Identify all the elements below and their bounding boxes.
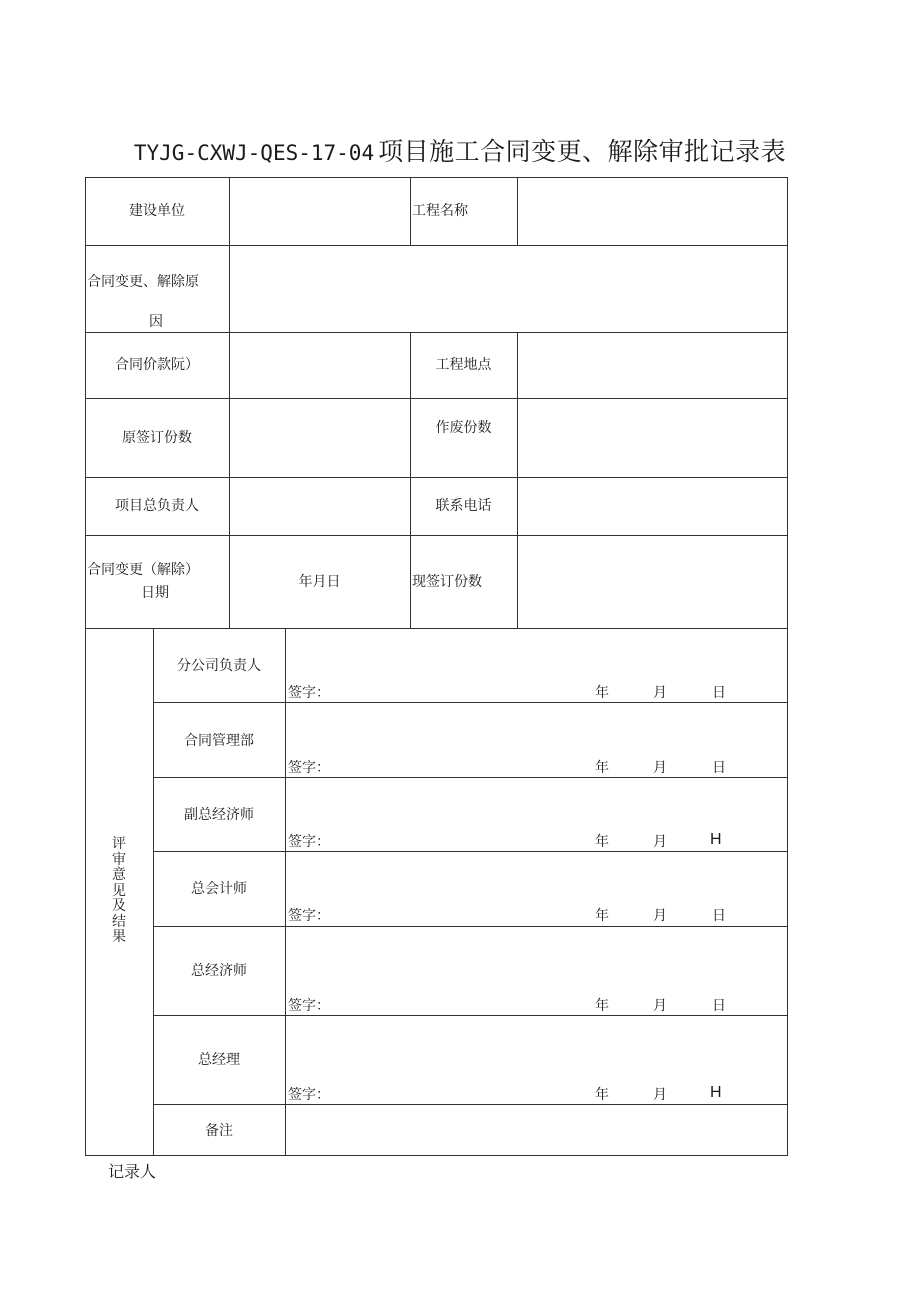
row-line: [153, 926, 788, 927]
label-void-copies: 作废份数: [435, 420, 492, 436]
review-role-deputy-chief-economist: 副总经济师: [184, 807, 254, 823]
col-line: [517, 332, 518, 629]
row-line: [85, 398, 788, 399]
row-line: [85, 245, 788, 246]
sign-label: 签字：: [288, 685, 330, 701]
sign-label: 签字：: [288, 834, 330, 850]
vertical-char: 评: [112, 836, 126, 852]
table-border-left: [85, 177, 86, 1156]
table-border-right: [787, 177, 788, 1156]
month-label: 月: [653, 1087, 667, 1103]
row-line: [85, 477, 788, 478]
day-label: 日: [712, 998, 726, 1014]
row-line: [85, 628, 788, 629]
table-border-top: [85, 177, 788, 178]
row-line: [153, 851, 788, 852]
sign-label: 签字：: [288, 760, 330, 776]
month-label: 月: [653, 760, 667, 776]
document-title: [0, 132, 920, 168]
row-line: [85, 535, 788, 536]
col-line: [285, 628, 286, 1156]
month-label: 月: [653, 685, 667, 701]
row-line: [85, 332, 788, 333]
vertical-char: 结: [112, 913, 126, 930]
review-role-chief-economist: 总经济师: [191, 963, 247, 979]
vertical-char: 及: [112, 898, 126, 914]
recorder-label: 记录人: [108, 1162, 157, 1181]
label-original-copies: 原签订份数: [122, 430, 192, 446]
review-section-label: [109, 837, 129, 946]
form-title: 项目施工合同变更、解除审批记录表: [378, 137, 787, 166]
day-label: 日: [712, 760, 726, 776]
table-border-bottom: [85, 1155, 788, 1156]
label-change-date-line1: 合同变更（解除）: [87, 562, 199, 578]
year-label: 年: [595, 760, 609, 776]
vertical-char: 意: [112, 867, 126, 883]
label-project-manager: 项目总负责人: [115, 498, 199, 514]
vertical-char: 审: [112, 851, 126, 868]
row-line: [153, 1015, 788, 1016]
review-role-chief-accountant: 总会计师: [191, 881, 247, 897]
day-label: 日: [712, 685, 726, 701]
month-label: 月: [653, 908, 667, 924]
label-current-copies: 现签订份数: [412, 574, 482, 590]
label-construction-unit: 建设单位: [129, 203, 185, 219]
day-label: H: [710, 1084, 722, 1101]
col-line: [410, 332, 411, 629]
form-code: TYJG-CXWJ-QES-17-04: [133, 141, 375, 165]
day-label: 日: [712, 908, 726, 924]
label-contact-phone: 联系电话: [435, 498, 492, 514]
label-change-reason-line2: 因: [149, 314, 163, 330]
label-change-date-line2: 日期: [141, 585, 169, 601]
review-role-general-manager: 总经理: [198, 1052, 240, 1068]
date-value: 年月日: [298, 574, 341, 590]
row-line: [153, 777, 788, 778]
day-label: H: [710, 831, 722, 848]
col-line: [410, 177, 411, 246]
col-line: [517, 177, 518, 246]
year-label: 年: [595, 834, 609, 850]
label-project-location: 工程地点: [435, 357, 492, 373]
month-label: 月: [653, 834, 667, 850]
vertical-char: 果: [112, 929, 126, 945]
sign-label: 签字：: [288, 998, 330, 1014]
month-label: 月: [653, 998, 667, 1014]
year-label: 年: [595, 908, 609, 924]
sign-label: 签字：: [288, 908, 330, 924]
row-line: [153, 702, 788, 703]
year-label: 年: [595, 685, 609, 701]
label-change-reason-line1: 合同变更、解除原: [87, 274, 199, 290]
col-line: [229, 177, 230, 629]
year-label: 年: [595, 998, 609, 1014]
row-line: [153, 1104, 788, 1105]
label-contract-price: 合同价款阮）: [115, 357, 199, 373]
vertical-char: 见: [112, 882, 126, 899]
review-role-contract-dept: 合同管理部: [184, 733, 254, 749]
review-role-branch-head: 分公司负责人: [177, 658, 261, 674]
label-project-name: 工程名称: [412, 203, 468, 219]
year-label: 年: [595, 1087, 609, 1103]
remarks-label: 备注: [205, 1123, 233, 1139]
sign-label: 签字：: [288, 1087, 330, 1103]
